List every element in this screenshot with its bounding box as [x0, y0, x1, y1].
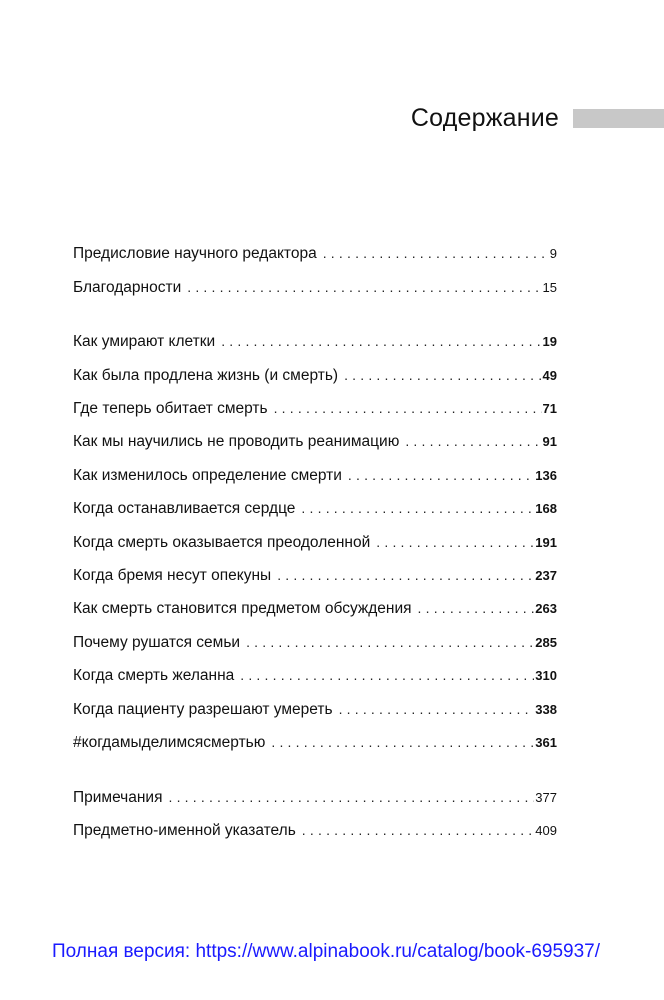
- toc-entry-label: Как мы научились не проводить реанимацию: [73, 433, 400, 450]
- toc-entry-page: 15: [542, 280, 557, 295]
- toc-entry-chapter-8[interactable]: [73, 597, 557, 619]
- toc-entry-page: 409: [535, 823, 557, 838]
- dot-leader: [323, 242, 549, 264]
- toc-entry-front-0[interactable]: [73, 242, 557, 264]
- toc-entry-page: 263: [535, 601, 557, 616]
- dot-leader: [405, 430, 541, 452]
- toc-entry-label: Как была продлена жизнь (и смерть): [73, 367, 339, 384]
- toc-entry-chapter-4[interactable]: [73, 464, 557, 486]
- toc-entry-chapter-6[interactable]: [73, 531, 557, 553]
- toc-entry-page: 19: [542, 334, 557, 349]
- dot-leader: [169, 786, 535, 808]
- toc-entry-page: 285: [535, 635, 557, 650]
- toc-entry-label: Когда пациенту разрешают умереть: [73, 701, 333, 718]
- toc-entry-page: 136: [535, 468, 557, 483]
- toc-entry-chapter-11[interactable]: [73, 698, 557, 720]
- toc-entry-page: 338: [535, 702, 557, 717]
- full-version-link[interactable]: Полная версия: https://www.alpinabook.ru/catalog/book-695937/: [52, 941, 601, 962]
- toc-entry-page: 9: [549, 246, 557, 261]
- toc-entry-page: 310: [535, 668, 557, 683]
- toc-entry-chapter-3[interactable]: [73, 430, 557, 452]
- toc-entry-back-0[interactable]: [73, 786, 557, 808]
- dot-leader: [418, 597, 535, 619]
- toc-entry-label: Почему рушатся семьи: [73, 634, 241, 651]
- dot-leader: [301, 497, 534, 519]
- toc-entry-label: Предметно-именной указатель: [73, 822, 296, 839]
- toc-entry-page: 377: [535, 790, 557, 805]
- dot-leader: [344, 364, 541, 386]
- toc-entry-label: Когда смерть желанна: [73, 667, 235, 684]
- dot-leader: [348, 464, 534, 486]
- toc-entry-page: 237: [535, 568, 557, 583]
- dot-leader: [271, 731, 534, 753]
- toc-entry-label: Когда останавливается сердце: [73, 500, 296, 517]
- toc-entry-chapter-9[interactable]: [73, 631, 557, 653]
- dot-leader: [246, 631, 534, 653]
- toc-entry-page: 71: [542, 401, 557, 416]
- toc-entry-page: 168: [535, 501, 557, 516]
- toc-entry-front-1[interactable]: [73, 276, 557, 298]
- toc-entry-chapter-10[interactable]: [73, 664, 557, 686]
- toc-entry-label: Примечания: [73, 789, 163, 806]
- page-title: Содержание: [410, 104, 559, 132]
- toc-entry-label: Где теперь обитает смерть: [73, 400, 268, 417]
- title-accent-bar: [573, 109, 664, 128]
- dot-leader: [221, 330, 541, 352]
- toc-entry-page: 49: [542, 368, 557, 383]
- toc-entry-label: Как смерть становится предметом обсуждения: [73, 600, 412, 617]
- dot-leader: [339, 698, 535, 720]
- toc-entry-label: Когда смерть оказывается преодоленной: [73, 534, 371, 551]
- toc-entry-back-1[interactable]: [73, 819, 557, 841]
- dot-leader: [187, 276, 541, 298]
- dot-leader: [376, 531, 534, 553]
- toc-entry-page: 361: [535, 735, 557, 750]
- toc-entry-label: #когдамыделимсясмертью: [73, 734, 266, 751]
- toc-entry-chapter-12[interactable]: [73, 731, 557, 753]
- dot-leader: [302, 819, 535, 841]
- toc-entry-chapter-5[interactable]: [73, 497, 557, 519]
- toc-entry-label: Когда бремя несут опекуны: [73, 567, 272, 584]
- toc-entry-label: Благодарности: [73, 279, 182, 296]
- toc-entry-chapter-2[interactable]: [73, 397, 557, 419]
- toc-entry-chapter-7[interactable]: [73, 564, 557, 586]
- dot-leader: [277, 564, 534, 586]
- dot-leader: [274, 397, 542, 419]
- toc-entry-label: Предисловие научного редактора: [73, 245, 317, 262]
- toc-entry-page: 191: [535, 535, 557, 550]
- toc-entry-label: Как изменилось определение смерти: [73, 467, 342, 484]
- toc-entry-chapter-0[interactable]: [73, 330, 557, 352]
- toc-entry-page: 91: [542, 434, 557, 449]
- toc-entry-label: Как умирают клетки: [73, 333, 216, 350]
- dot-leader: [240, 664, 534, 686]
- toc-entry-chapter-1[interactable]: [73, 364, 557, 386]
